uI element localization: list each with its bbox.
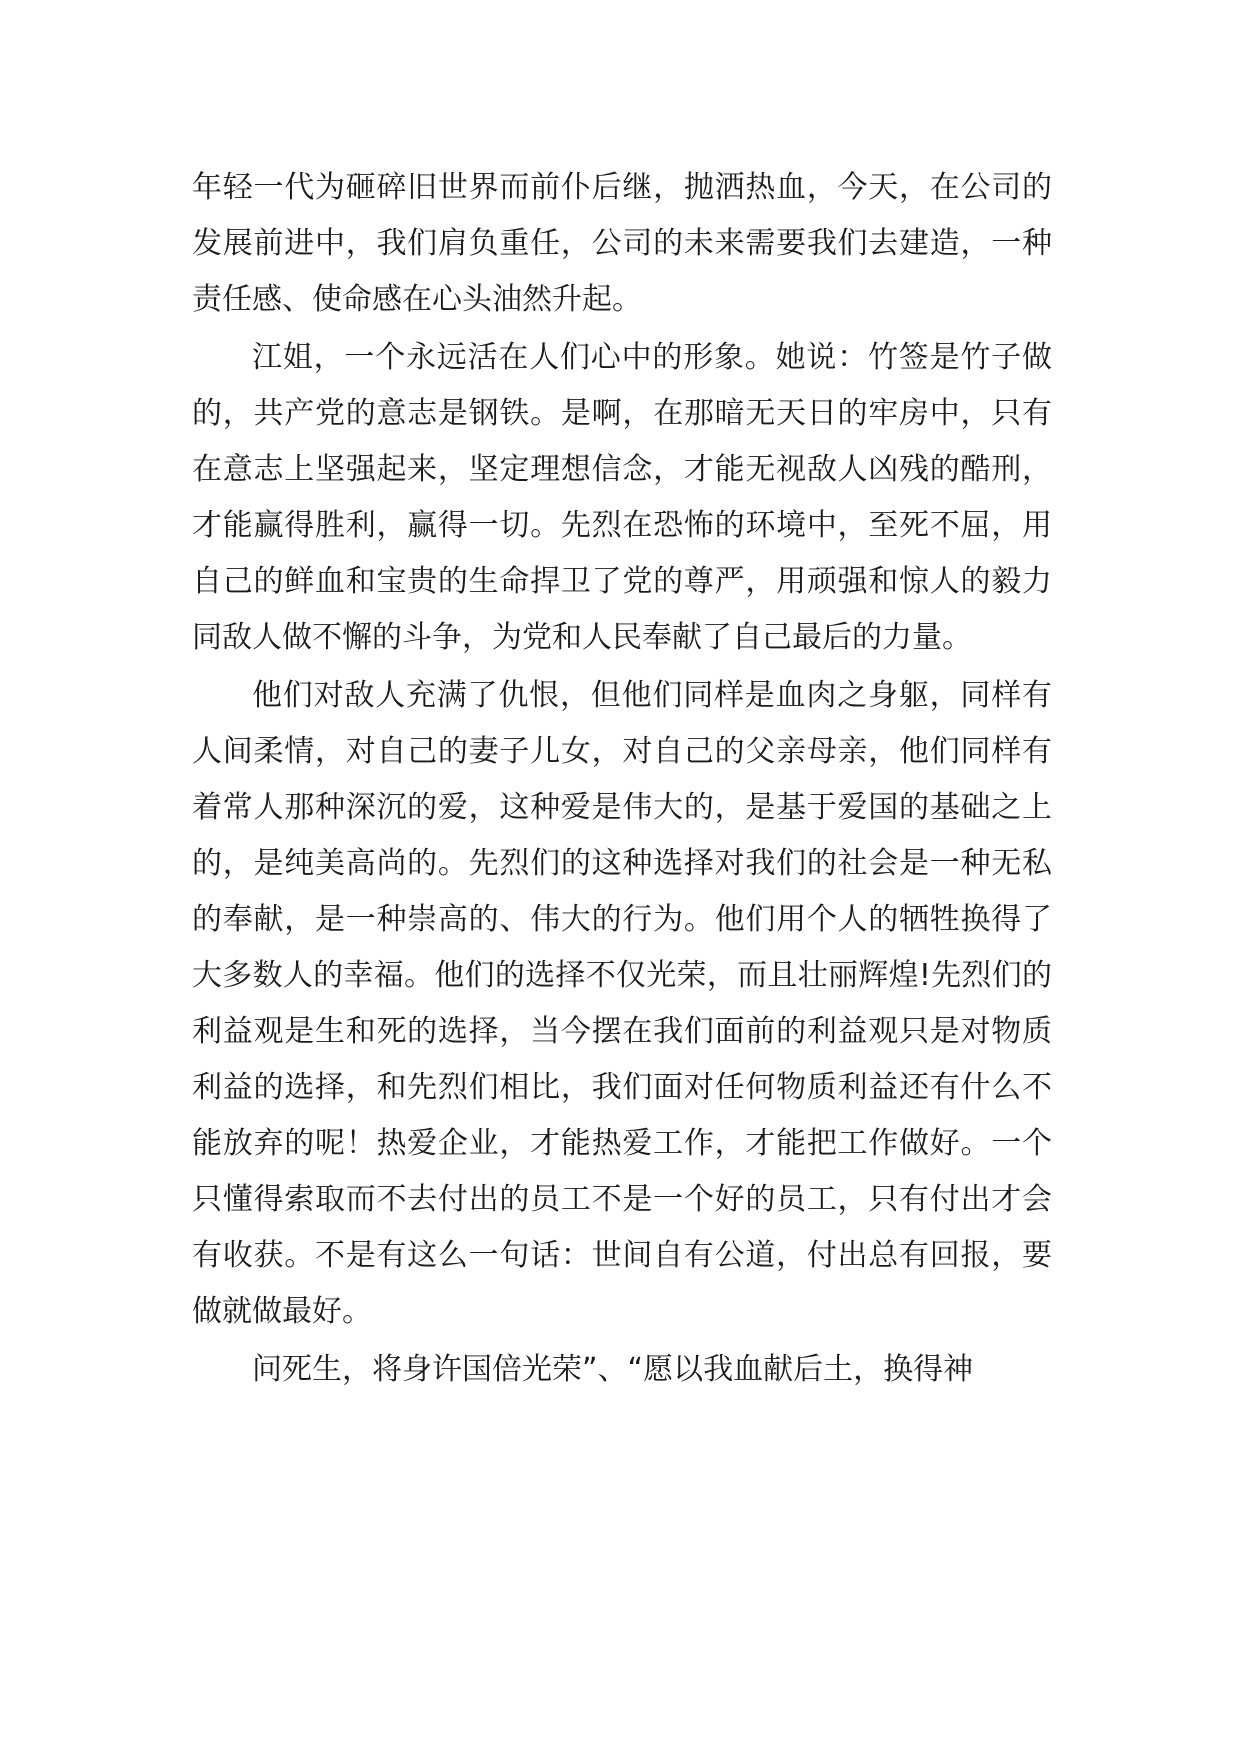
paragraph-continuation: 年轻一代为砸碎旧世界而前仆后继，抛洒热血，今天，在公司的发展前进中，我们肩负重任，公司的未来需要我们去建造，一种责任感、使命感在心头油然升起。 <box>192 170 1052 317</box>
paragraph-quote-start: 问死生，将身许国倍光荣”、“愿以我血献后土，换得神 <box>252 1352 974 1387</box>
paragraph-jiang-jie: 江姐，一个永远活在人们心中的形象。她说：竹签是竹子做的，共产党的意志是钢铁。是啊，在那暗无天日的牢房中，只有在意志上坚强起来，坚定理想信念，才能无视敌人凶残的酷刑，才能赢得胜利，赢得一切。先烈在恐怖的环境中，至死不屈，用自己的鲜血和宝贵的生命捍卫了党的尊严，用顽强和惊人的毅力同敌人做不懈的斗争，为党和人民奉献了自己最后的力量。 <box>192 340 1052 655</box>
paragraph-martyrs-choice: 他们对敌人充满了仇恨，但他们同样是血肉之身躯，同样有人间柔情，对自己的妻子儿女，对自己的父亲母亲，他们同样有着常人那种深沉的爱，这种爱是伟大的，是基于爱国的基础之上的，是纯美高尚的。先烈们的这种选择对我们的社会是一种无私的奉献，是一种崇高的、伟大的行为。他们用个人的牺牲换得了大多数人的幸福。他们的选择不仅光荣，而且壮丽辉煌!先烈们的利益观是生和死的选择，当今摆在我们面前的利益观只是对物质利益的选择，和先烈们相比，我们面对任何物质利益还有什么不能放弃的呢！热爱企业，才能热爱工作，才能把工作做好。一个只懂得索取而不去付出的员工不是一个好的员工，只有付出才会有收获。不是有这么一句话：世间自有公道，付出总有回报，要做就做最好。 <box>192 678 1052 1329</box>
document-body <box>192 160 1052 1400</box>
